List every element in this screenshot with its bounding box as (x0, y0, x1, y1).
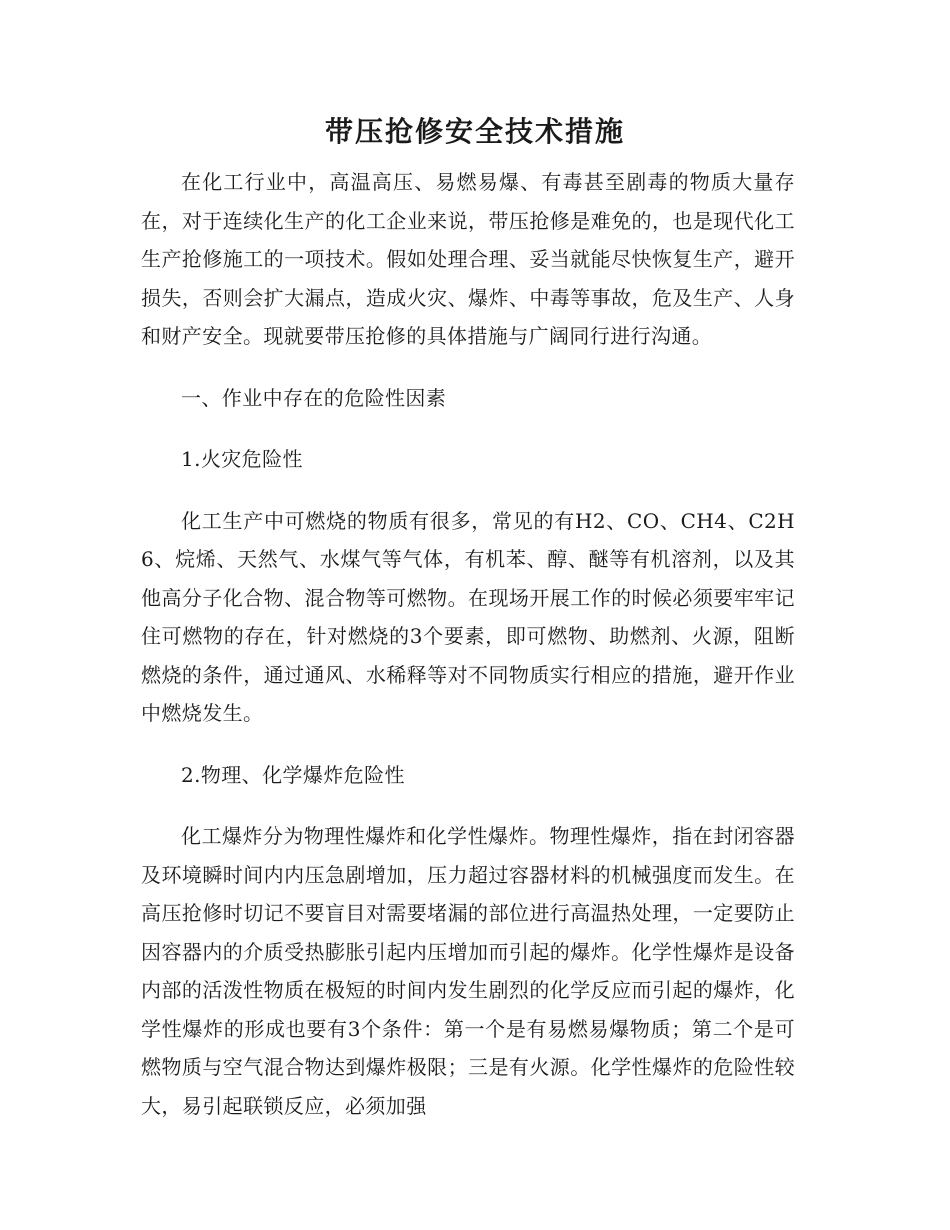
document-body (141, 163, 795, 1125)
subheading-fire-hazard: 1.火灾危险性 (181, 447, 303, 471)
explosion-hazard-paragraph: 化工爆炸分为物理性爆炸和化学性爆炸。物理性爆炸，指在封闭容器及环境瞬时间内内压急剧增加，压力超过容器材料的机械强度而发生。在高压抢修时切记不要盲目对需要堵漏的部位进行高温热处理，一定要防止因容器内的介质受热膨胀引起内压增加而引起的爆炸。化学性爆炸是设备内部的活泼性物质在极短的时间内发生剧烈的化学反应而引起的爆炸，化学性爆炸的形成也要有3个条件：第一个是有易燃易爆物质；第二个是可燃物质与空气混合物达到爆炸极限；三是有火源。化学性爆炸的危险性较大，易引起联锁反应，必须加强 (141, 824, 795, 1118)
intro-paragraph: 在化工行业中，高温高压、易燃易爆、有毒甚至剧毒的物质大量存在，对于连续化生产的化工企业来说，带压抢修是难免的，也是现代化工生产抢修施工的一项技术。假如处理合理、妥当就能尽快恢复生产，避开损失，否则会扩大漏点，造成火灾、爆炸、中毒等事故，危及生产、人身和财产安全。现就要带压抢修的具体措施与广阔同行进行沟通。 (141, 170, 795, 348)
section-heading-hazards: 一、作业中存在的危险性因素 (181, 385, 447, 410)
subheading-explosion-hazard: 2.物理、化学爆炸危险性 (181, 762, 405, 787)
fire-hazard-paragraph: 化工生产中可燃烧的物质有很多，常见的有H2、CO、CH4、C2H6、烷烯、天然气、水煤气等气体，有机苯、醇、醚等有机溶剂，以及其他高分子化合物、混合物等可燃物。在现场开展工作的时候必须要牢牢记住可燃物的存在，针对燃烧的3个要素，即可燃物、助燃剂、火源，阻断燃烧的条件，通过通风、水稀释等对不同物质实行相应的措施，避开作业中燃烧发生。 (141, 508, 795, 725)
document-title: 带压抢修安全技术措施 (324, 115, 625, 148)
